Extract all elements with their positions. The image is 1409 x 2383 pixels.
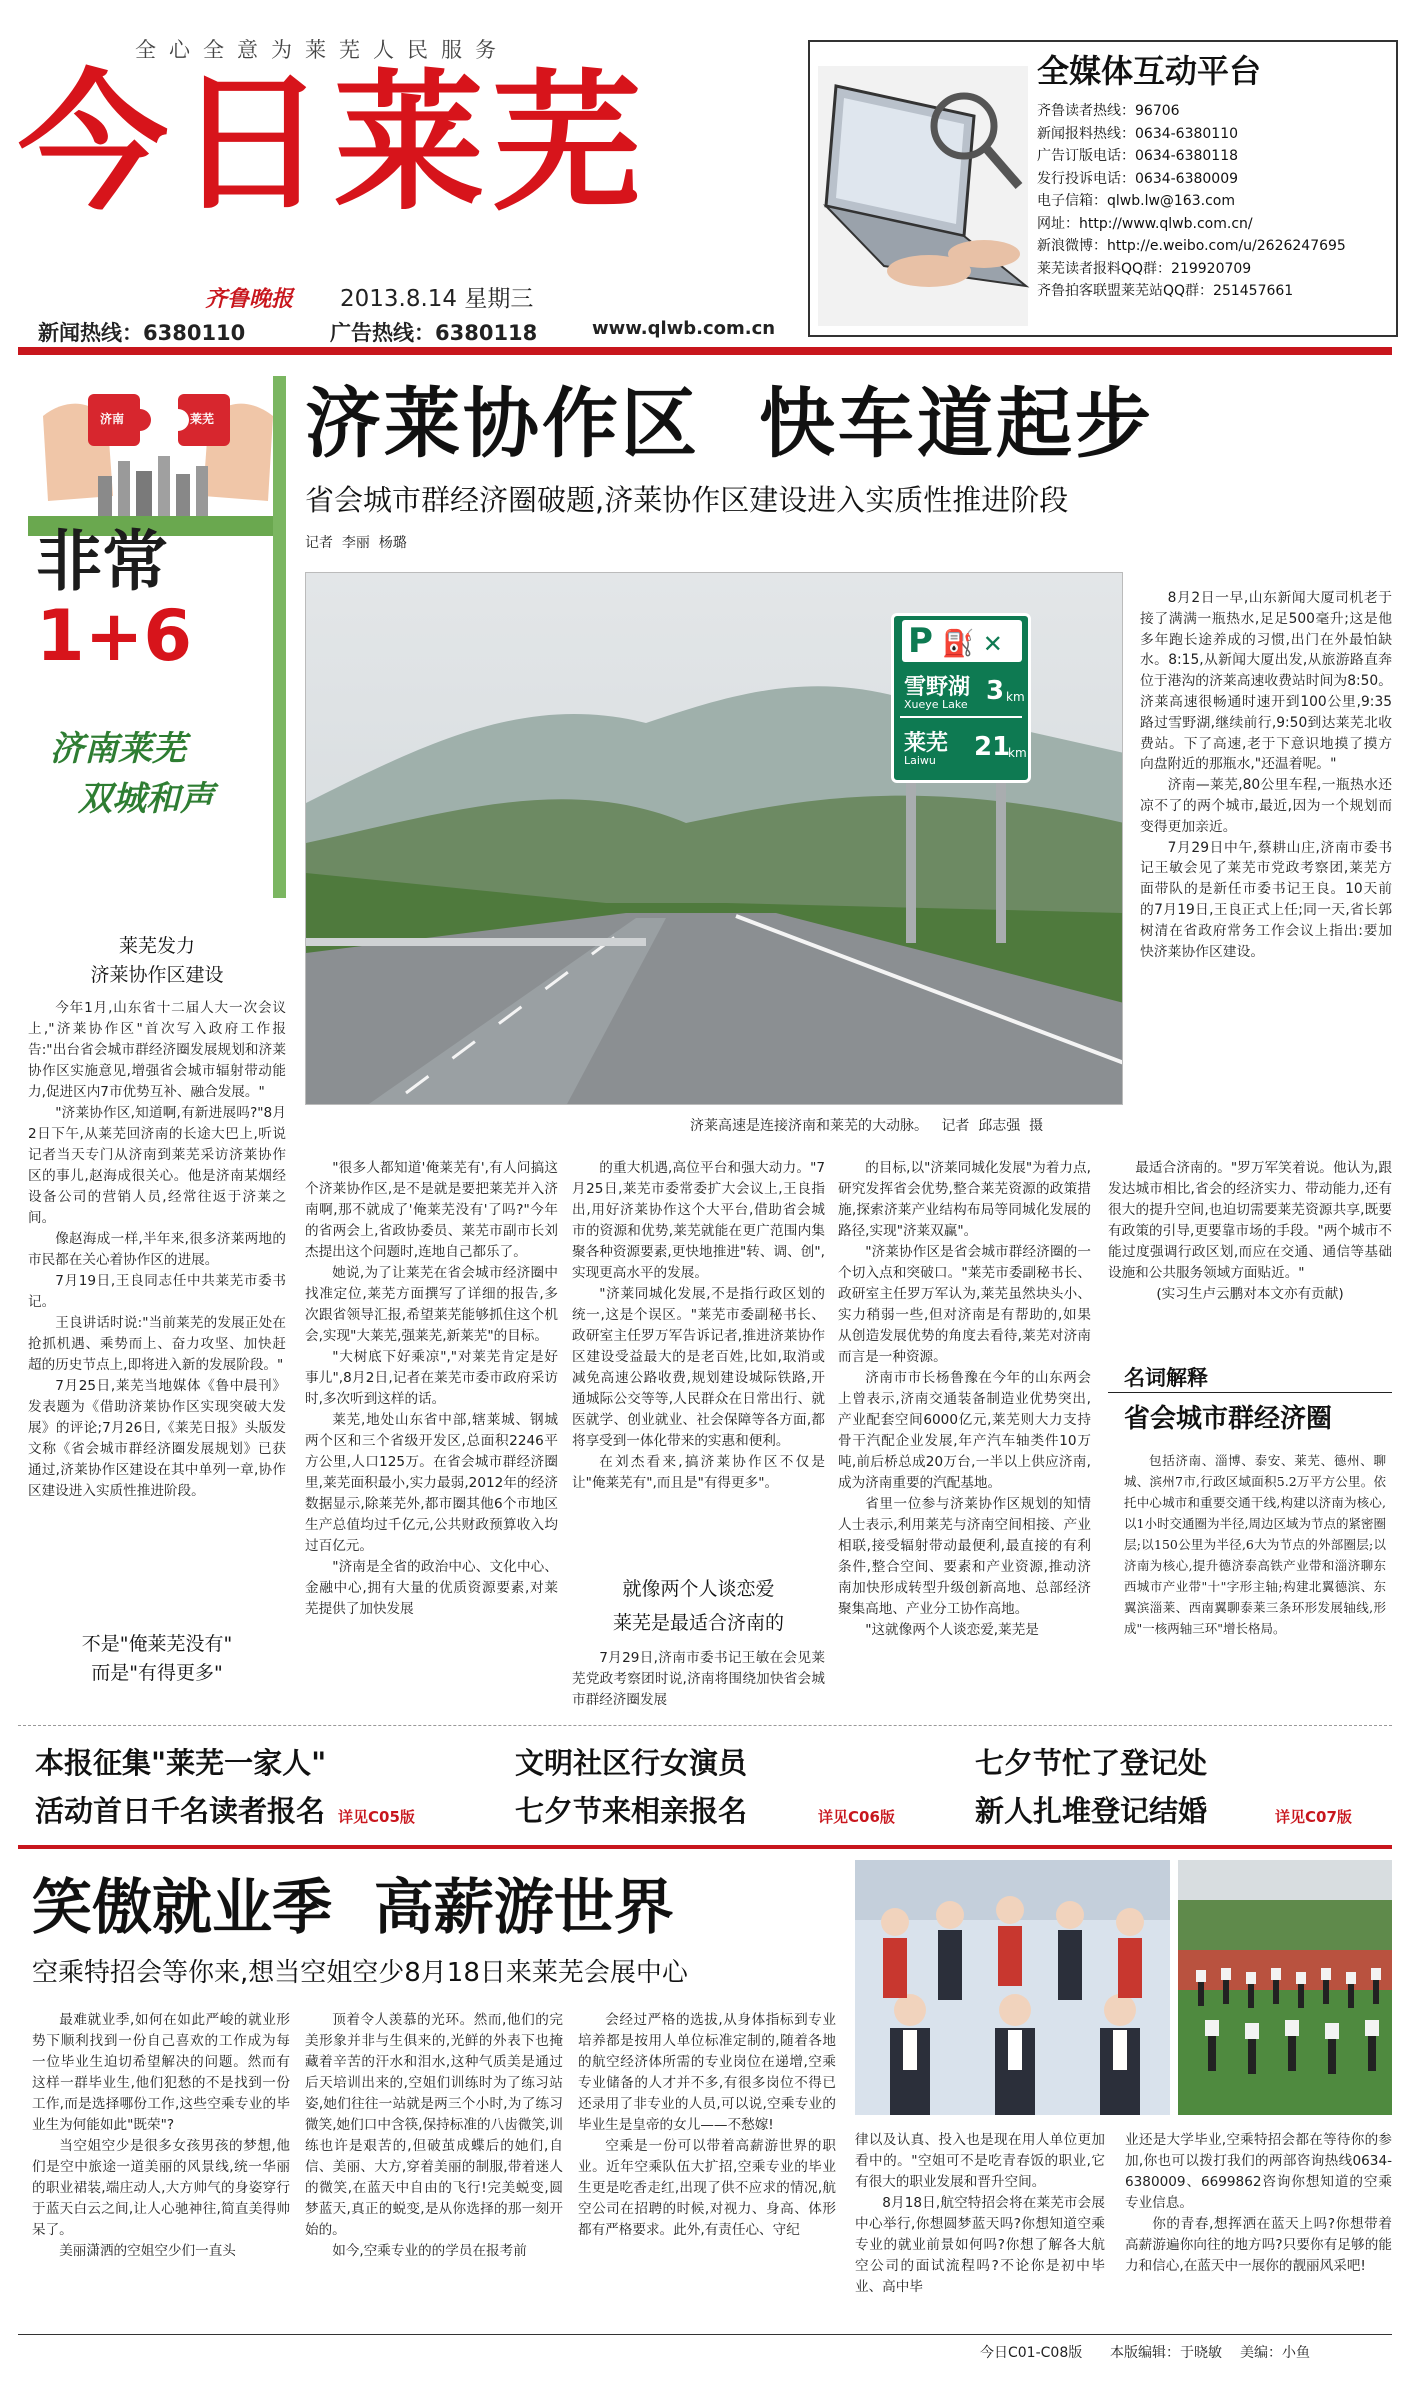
badge-green-stripe [273, 376, 286, 898]
field-scene [1178, 1860, 1392, 2115]
teaser-3-see[interactable]: 详见C07版 [1275, 1808, 1352, 1826]
lead-column-2 [305, 1158, 558, 1708]
paragraph: "这就像两个人谈恋爱,莱芜是 [865, 1622, 1039, 1638]
cutlery-icon: ✕ [974, 630, 1003, 658]
calligraphy-line1: 济南莱芜 [50, 729, 186, 769]
paragraph: 今年1月,山东省十二届人大一次会议上,"济莱协作区"首次写入政府工作报告:"出台省会城市群经济圈发展规划和济莱协作区实施意见,增强省会城市辐射带动能力,促进区内7市优势互补、融合发展。" [28, 1000, 286, 1100]
sign-row2-en: Laiwu [904, 754, 936, 767]
lead-column-3b [572, 1648, 825, 1708]
sign-row2-cn: 莱芜 [904, 731, 949, 756]
paragraph: 当空姐空少是很多女孩男孩的梦想,他们是空中旅途一道美丽的风景线,统一华丽的职业裙装,端庄动人,大方帅气的身姿穿行于蓝天白云之间,让人心驰神往,简直美得帅呆了。 [32, 2138, 290, 2238]
photo-caption: 济莱高速是连接济南和莱芜的大动脉。 记者 邱志强 摄 [690, 1118, 1044, 1134]
parking-icon: P [908, 621, 933, 661]
footer-designer: 美编：小鱼 [1240, 2345, 1310, 2361]
teaser-2-see[interactable]: 详见C06版 [818, 1808, 895, 1826]
sign-row1-km: 3 [986, 676, 1005, 706]
contact-line[interactable]: 新浪微博：http://e.weibo.com/u/2626247695 [1037, 238, 1346, 254]
puzzle-label-laiwu: 莱芜 [190, 412, 215, 426]
contact-line[interactable]: 网址：http://www.qlwb.com.cn/ [1037, 215, 1253, 232]
badge-line1: 非常 [36, 523, 168, 600]
heading-line: 莱芜是最适合济南的 [612, 1612, 784, 1634]
highway-photo [305, 572, 1123, 1105]
paragraph: 7月29日中午,蔡耕山庄,济南市委书记王敏会见了莱芜市党政考察团,莱芜方面带队的是新任市委书记王良。10天前的7月19日,王良正式上任;同一天,省长郭树清在省政府常务工作会议上指出:要加快济莱协作区建设。 [1140, 839, 1392, 960]
website[interactable]: www.qlwb.com.cn [592, 318, 776, 339]
teaser-1-line1[interactable]: 本报征集"莱芜一家人" [35, 1746, 327, 1780]
teaser-rule [18, 1845, 1392, 1849]
teaser-1-see[interactable]: 详见C05版 [338, 1808, 415, 1826]
paragraph: 像赵海成一样,半年来,很多济莱两地的市民都在关心着协作区的进展。 [28, 1231, 286, 1268]
jobs-column-1 [32, 2010, 290, 2320]
issue-date: 2013.8.14 星期三 [340, 286, 534, 312]
crew-scene [855, 1860, 1170, 2115]
heading-line: 就像两个人谈恋爱 [622, 1578, 775, 1600]
heading-line: 莱芜发力 [118, 935, 195, 957]
news-hotline: 新闻热线：6380110 [38, 321, 246, 345]
sign-row1-en: Xueye Lake [904, 698, 968, 711]
lead-column-5 [1108, 1158, 1392, 1358]
contact-line: 齐鲁拍客联盟莱芜站QQ群：251457661 [1037, 283, 1294, 299]
paragraph: 如今,空乘专业的的学员在报考前 [332, 2243, 527, 2259]
paragraph: "济莱协作区,知道啊,有新进展吗?"8月2日下午,从莱芜回济南的长途大巴上,听说记者当天专门从济南到莱芜采访济莱协作区的事儿,赵海成很关心。他是济南某烟经设备公司的营销人员,经常往返于济莱之间。 [28, 1105, 286, 1226]
sign-row2-km: 21 [974, 732, 1011, 762]
paragraph: 8月18日,航空特招会将在莱芜市会展中心举行,你想圆梦蓝天吗?你想知道空乘专业的就业前景如何吗?你想了解各大航空公司的面试流程吗?不论你是初中毕业、高中毕 [855, 2195, 1105, 2295]
section-heading [572, 1572, 825, 1640]
paragraph: 7月25日,莱芜当地媒体《鲁中晨刊》发表题为《借助济莱协作区实现突破大发展》的评论;7月26日,《莱芜日报》头版发文称《省会城市群经济圈发展规划》已获通过,济莱协作区建设在其中单列一章,协作区建设进入实质性推进阶段。 [28, 1378, 286, 1499]
glossary-title: 省会城市群经济圈 [1124, 1404, 1333, 1434]
puzzle-label-jinan: 济南 [100, 412, 125, 426]
heading-line: 济莱协作区建设 [90, 964, 224, 986]
jobs-subhead: 空乘特招会等你来,想当空姐空少8月18日来莱芜会展中心 [32, 1958, 688, 1988]
lead-column-1 [28, 998, 286, 1618]
glossary-label: 名词解释 [1124, 1366, 1208, 1390]
fuel-pump-icon: ⛽ [932, 629, 975, 659]
lead-column-3 [572, 1158, 825, 1528]
calligraphy-line2: 双城和声 [78, 779, 214, 819]
paragraph: 8月2日一早,山东新闻大厦司机老于接了满满一瓶热水,足足500毫升;这是他多年跑长途养成的习惯,出门在外最怕缺水。8:15,从新闻大厦出发,从旅游路直奔位于港沟的济莱高速收费站时间为8:50。济莱高速很畅通时速开到100公里,9:35路过雪野湖,继续前行,9:50到达莱芜北收费站。下了高速,老于下意识地摸了摸方向盘附近的那瓶水,"还温着呢。" [1140, 590, 1392, 773]
footer-pages: 今日C01-C08版 [980, 2345, 1083, 2361]
contact-line: 发行投诉电话：0634-6380009 [1037, 170, 1239, 187]
paper-name: 齐鲁晚报 [205, 286, 294, 312]
paragraph: 她说,为了让莱芜在省会城市经济圈中找准定位,莱芜方面撰写了详细的报告,多次跟省领导汇报,希望莱芜能够抓住这个机会,实现"大莱芜,强莱芜,新莱芜"的目标。 [305, 1265, 558, 1344]
paragraph: 的重大机遇,高位平台和强大动力。"7月25日,莱芜市委常委扩大会议上,王良指出,用好济莱协作这个大平台,借助省会城市的资源和优势,莱芜就能在更广范围内集聚各种资源要素,更快地推进"转、调、创",实现更高水平的发展。 [572, 1160, 825, 1281]
sign-divider [900, 716, 1022, 718]
paragraph: 会经过严格的选拔,从身体指标到专业培养都是按用人单位标准定制的,随着各地的航空经济体所需的专业岗位在递增,空乘专业储备的人才并不多,有很多岗位不得已还录用了非专业的人员,可以说,空乘专业的毕业生是皇帝的女儿——不愁嫁! [578, 2012, 836, 2133]
masthead-slogan: 全心全意为莱芜人民服务 [135, 38, 509, 62]
paragraph: 美丽潇洒的空姐空少们一直头 [59, 2243, 236, 2259]
paragraph: 空乘是一份可以带着高薪游世界的职业。近年空乘队伍大扩招,空乘专业的毕业生更是吃香走红,出现了供不应求的情况,航空公司在招聘的时候,对视力、身高、体形都有严格要求。此外,有责任心、守纪 [578, 2138, 836, 2238]
masthead-rule [18, 347, 1392, 355]
lead-intro-column [1140, 588, 1392, 1118]
ad-hotline: 广告热线：6380118 [330, 321, 538, 345]
badge-line2: 1+6 [36, 595, 193, 677]
sign-row2-unit: km [1008, 746, 1027, 760]
series-badge [28, 376, 286, 898]
media-platform-box [808, 40, 1398, 337]
paragraph: "济莱协作区是省会城市群经济圈的一个切入点和突破口。"莱芜市委副秘书长、政研室主任罗万军认为,莱芜虽然块头小、实力稍弱一些,但对济南是有帮助的,如果从创造发展优势的角度去看待,莱芜对济南而言是一种资源。 [838, 1244, 1091, 1365]
paragraph: 你的青春,想挥洒在蓝天上吗?你想带着高薪游遍你向往的地方吗?只要你有足够的能力和信心,在蓝天中一展你的靓丽风采吧! [1125, 2216, 1392, 2274]
contact-line: 齐鲁读者热线：96706 [1037, 103, 1180, 119]
glossary-body: 包括济南、淄博、泰安、莱芜、德州、聊城、滨州7市,行政区域面积5.2万平方公里。依托中心城市和重要交通干线,构建以济南为核心,以1小时交通圈为半径,周边区域为节点的紧密圈层;以150公里为半径,6大为节点的外部圈层;以济南为核心,提升德济泰高铁产业带和淄济聊东西城市产业带"十"字形主轴;构建北翼德滨、东翼滨淄莱、西南翼聊泰莱三条环形发展轴线,形成"一核两轴三环"增长格局。 [1124, 1453, 1386, 1636]
paragraph: "济莱同城化发展,不是指行政区划的统一,这是个误区。"莱芜市委副秘书长、政研室主任罗万军告诉记者,推进济莱协作区建设受益最大的是老百姓,比如,取消或减免高速公路收费,规划建设城际铁路,开通城际公交等等,人民群众在日常出行、就医就学、创业就业、社会保障等各方面,都将享受到一体化带来的实惠和便利。 [572, 1286, 825, 1449]
lead-subhead: 省会城市群经济圈破题,济莱协作区建设进入实质性推进阶段 [305, 483, 1069, 517]
contact-line: 广告订版电话：0634-6380118 [1037, 148, 1239, 164]
paragraph: 济南—莱芜,80公里车程,一瓶热水还凉不了的两个城市,最近,因为一个规划而变得更加亲近。 [1140, 777, 1392, 835]
footer-rule [18, 2334, 1392, 2335]
section-heading [28, 1630, 286, 1688]
paragraph: 的目标,以"济莱同城化发展"为着力点,研究发挥省会优势,整合莱芜资源的政策措施,探索济莱产业结构布局等同城化发展的路径,实现"济莱双赢"。 [838, 1160, 1091, 1239]
contact-line[interactable]: 电子信箱：qlwb.lw@163.com [1037, 193, 1235, 209]
heading-line: 而是"有得更多" [91, 1662, 223, 1684]
paragraph: 省里一位参与济莱协作区规划的知情人士表示,利用莱芜与济南空间相接、产业相联,接受辐射带动最便利,最直接的有利条件,整合空间、要素和产业资源,推动济南加快形成转型升级创新高地、总部经济聚集高地、产业分工协作高地。 [838, 1496, 1091, 1617]
section-heading [28, 932, 286, 990]
platform-title: 全媒体互动平台 [1037, 52, 1262, 90]
jobs-column-3 [578, 2010, 836, 2320]
cabin-crew-photo [855, 1860, 1170, 2115]
paragraph: 王良讲话时说:"当前莱芜的发展正处在抢抓机遇、乘势而上、奋力攻坚、加快赶超的历史节点上,即将进入新的发展阶段。" [28, 1315, 286, 1373]
paragraph: 济南市市长杨鲁豫在今年的山东两会上曾表示,济南交通装备制造业优势突出,产业配套空间6000亿元,莱芜则大力支持骨干汽配企业发展,年产汽车轴类件10万吨,前后桥总成20万台,一半以上供应济南,成为济南重要的汽配基地。 [838, 1370, 1091, 1491]
sign-row1-unit: km [1006, 690, 1025, 704]
paragraph: "很多人都知道'俺莱芜有',有人问搞这个济莱协作区,是不是就是要把莱芜并入济南啊,那不就成了'俺莱芜没有'了吗?"今年的省两会上,省政协委员、莱芜市副市长刘杰提出这个问题时,连地自己都乐了。 [305, 1160, 558, 1260]
teaser-1-line2[interactable]: 活动首日千名读者报名 [35, 1794, 326, 1828]
section-divider [18, 1725, 1392, 1726]
jobs-column-4 [855, 2130, 1105, 2320]
paragraph: 业还是大学毕业,空乘特招会都在等待你的参加,你也可以拨打我们的两部咨询热线0634-6380009、6699862咨询你想知道的空乘专业信息。 [1125, 2132, 1392, 2211]
heading-line: 不是"俺莱芜没有" [81, 1633, 233, 1655]
masthead-title: 今日莱芜 [18, 57, 651, 231]
paragraph: 莱芜,地处山东省中部,辖莱城、钢城两个区和三个省级开发区,总面积2246平方公里,人口125万。在省会城市群经济圈里,莱芜面积最小,实力最弱,2012年的经济数据显示,除莱芜外,都市圈其他6个市地区生产总值均过千亿元,公共财政预算收入均过百亿元。 [305, 1412, 558, 1554]
training-field-photo [1178, 1860, 1392, 2115]
paragraph: 7月19日,王良同志任中共莱芜市委书记。 [28, 1273, 286, 1310]
paragraph: 在刘杰看来,搞济莱协作区不仅是让"俺莱芜有",而且是"有得更多"。 [572, 1454, 825, 1491]
teaser-3-line2[interactable]: 新人扎堆登记结婚 [975, 1794, 1208, 1828]
paragraph: 7月29日,济南市委书记王敏在会见莱芜党政考察团时说,济南将围绕加快省会城市群经济圈发展 [572, 1650, 825, 1708]
teaser-2-line1[interactable]: 文明社区行女演员 [515, 1746, 748, 1780]
service-area-symbols [902, 620, 1022, 662]
jobs-column-5 [1125, 2130, 1392, 2320]
glossary-box [1108, 1358, 1392, 1703]
footer-editor: 本版编辑：于晓敏 [1110, 2345, 1222, 2361]
jobs-column-2 [305, 2010, 563, 2320]
paragraph: 顶着令人羡慕的光环。然而,他们的完美形象并非与生俱来的,光鲜的外表下也掩藏着辛苦的汗水和泪水,这种气质美是通过后天培训出来的,空姐们训练时为了练习站姿,她们往往一站就是两三个小时,为了练习微笑,她们口中含筷,保持标准的八齿微笑,训练也许是艰苦的,但破茧成蝶后的她们,自信、美丽、大方,穿着美丽的制服,带着迷人的微笑,在蓝天中自由的飞行!完美蜕变,圆梦蓝天,真正的蜕变,是从你选择的那一刻开始的。 [305, 2012, 563, 2238]
paragraph: 最适合济南的。"罗万军笑着说。他认为,跟发达城市相比,省会的经济实力、带动能力,还有很大的提升空间,也迫切需要莱芜资源共享,既要有政策的引导,更要靠市场的手段。"两个城市不能过度强调行政区划,而应在交通、通信等基础设施和公共服务领域方面贴近。" [1108, 1160, 1392, 1281]
contact-line: 新闻报料热线：0634-6380110 [1037, 125, 1239, 142]
puzzle-illustration [28, 376, 286, 536]
platform-contacts [1037, 100, 1346, 303]
lead-column-4 [838, 1158, 1091, 1708]
paragraph: 律以及认真、投入也是现在用人单位更加看中的。"空姐可不是吃青春饭的职业,它有很大的职业发展和晋升空间。 [855, 2132, 1105, 2190]
teaser-2-line2[interactable]: 七夕节来相亲报名 [515, 1794, 748, 1828]
paragraph: "大树底下好乘凉","对莱芜肯定是好事儿",8月2日,记者在莱芜市委市政府采访时,多次听到这样的话。 [305, 1349, 558, 1407]
contact-line: 莱芜读者报料QQ群：219920709 [1037, 260, 1252, 277]
lead-byline: 记者 李丽 杨璐 [305, 535, 407, 551]
laptop-illustration [814, 46, 1036, 331]
paragraph: (实习生卢云鹏对本文亦有贡献) [1156, 1286, 1344, 1302]
lead-headline: 济莱协作区 快车道起步 [305, 379, 1154, 468]
glossary-rule [1108, 1392, 1392, 1393]
jobs-headline: 笑傲就业季 高薪游世界 [32, 1873, 674, 1943]
road-sign [891, 613, 1031, 783]
paragraph: "济南是全省的政治中心、文化中心、金融中心,拥有大量的优质资源要素,对莱芜提供了加快发展 [305, 1559, 558, 1617]
paragraph: 最难就业季,如何在如此严峻的就业形势下顺利找到一份自己喜欢的工作成为每一位毕业生迫切希望解决的问题。然而有这样一群毕业生,他们犯愁的不是找到一份工作,而是选择哪份工作,这些空乘专业的毕业生为何能如此"既荣"? [32, 2012, 290, 2133]
sign-row1-cn: 雪野湖 [904, 675, 971, 700]
teaser-3-line1[interactable]: 七夕节忙了登记处 [975, 1746, 1208, 1780]
